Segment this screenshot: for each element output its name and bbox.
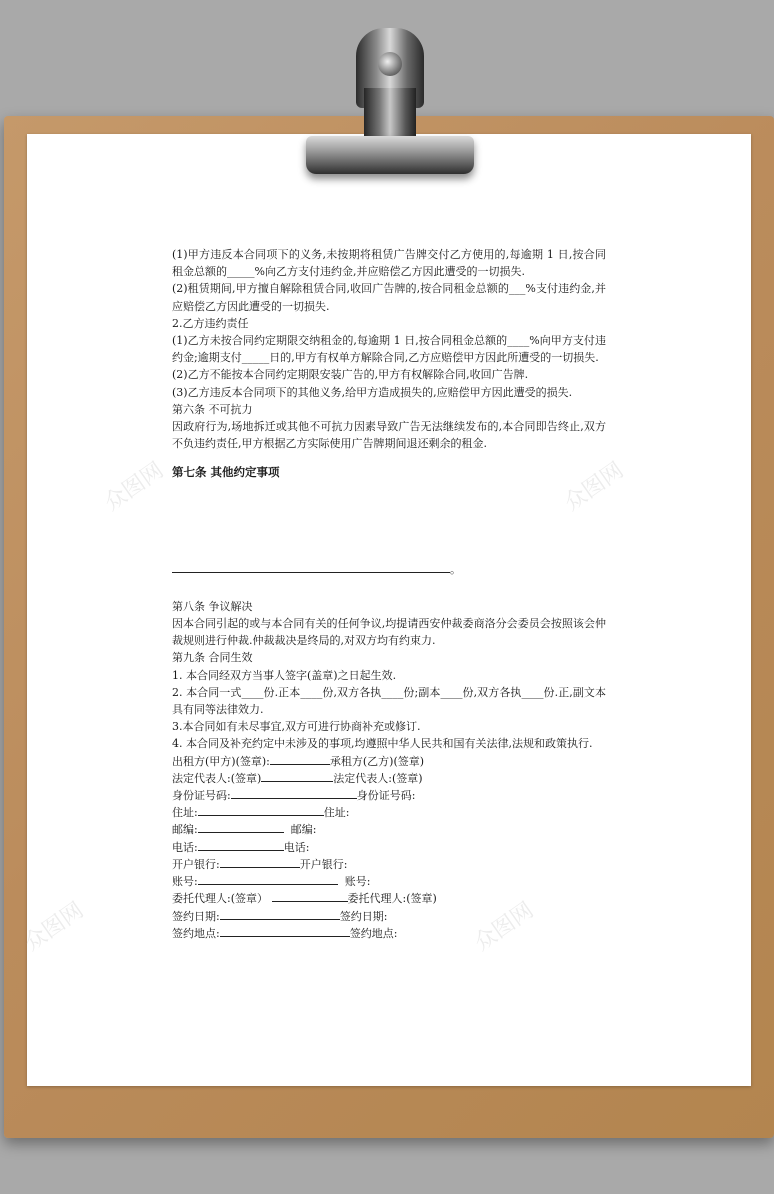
para: 4. 本合同及补充约定中未涉及的事项,均遵照中华人民共和国有关法律,法规和政策执行. bbox=[172, 737, 593, 751]
clip-neck bbox=[364, 88, 416, 140]
para: 3.本合同如有未尽事宜,双方可进行协商补充或修订. bbox=[172, 720, 421, 734]
para: (1)乙方未按合同约定期限交纳租金的,每逾期 1 日,按合同租金总额的____%向甲方支付违约金;逾期支付_____日的,甲方有权单方解除合同,乙方应赔偿甲方因此所遭受的一切损失. bbox=[172, 334, 606, 365]
para: 因本合同引起的或与本合同有关的任何争议,均提请西安仲裁委商洛分会委员会按照该会仲裁规则进行仲裁.仲裁裁决是终局的,对双方均有约束力. bbox=[172, 617, 606, 648]
para: 因政府行为,场地拆迁或其他不可抗力因素导致广告无法继续发布的,本合同即告终止,双方不负违约责任,甲方根据乙方实际使用广告牌期间退还剩余的租金. bbox=[172, 420, 606, 451]
clip-hole bbox=[378, 52, 402, 76]
sign-account-row: 账号: 账号: bbox=[172, 875, 371, 889]
para: 第八条 争议解决 bbox=[172, 599, 253, 613]
document-body bbox=[172, 246, 606, 942]
para: (2)租赁期间,甲方擅自解除租赁合同,收回广告牌的,按合同租金总额的___%支付违约金,并应赔偿乙方因此遭受的一切损失. bbox=[172, 282, 606, 313]
blank-line: 。 bbox=[172, 560, 606, 578]
sign-agent-row: 委托代理人:(签章） 委托代理人:(签章) bbox=[172, 892, 437, 906]
para: (3)乙方违反本合同项下的其他义务,给甲方造成损失的,应赔偿甲方因此遭受的损失. bbox=[172, 385, 573, 399]
sign-id-row: 身份证号码: 身份证号码: bbox=[172, 789, 416, 803]
para: 1. 本合同经双方当事人签字(盖章)之日起生效. bbox=[172, 668, 397, 682]
para: 第六条 不可抗力 bbox=[172, 402, 253, 416]
article7-heading: 第七条 其他约定事项 bbox=[172, 465, 280, 480]
clip-base bbox=[306, 136, 474, 174]
sign-legal-rep-row: 法定代表人:(签章) 法定代表人:(签章) bbox=[172, 771, 423, 785]
watermark: 众图网 bbox=[19, 897, 89, 957]
sign-phone-row: 电话: 电话: bbox=[172, 840, 310, 854]
para: 第九条 合同生效 bbox=[172, 651, 253, 665]
watermark: 众图网 bbox=[99, 457, 169, 517]
watermark: 众图网 bbox=[559, 457, 629, 517]
para: (2)乙方不能按本合同约定期限安装广告的,甲方有权解除合同,收回广告牌. bbox=[172, 368, 529, 382]
sign-date-row: 签约日期: 签约日期: bbox=[172, 909, 388, 923]
sign-address-row: 住址: 住址: bbox=[172, 806, 350, 820]
sign-bank-row: 开户银行: 开户银行: bbox=[172, 857, 348, 871]
sign-lessor-row: 出租方(甲方)(签章): 承租方(乙方)(签章) bbox=[172, 754, 425, 768]
para: 2.乙方违约责任 bbox=[172, 316, 249, 330]
watermark: 众图网 bbox=[469, 897, 539, 957]
para: 2. 本合同一式____份.正本____份,双方各执____份;副本____份,双方各执____份.正,副文本具有同等法律效力. bbox=[172, 685, 606, 717]
sign-place-row: 签约地点: 签约地点: bbox=[172, 926, 398, 940]
sign-postcode-row: 邮编: 邮编: bbox=[172, 823, 317, 837]
para: (1)甲方违反本合同项下的义务,未按期将租赁广告牌交付乙方使用的,每逾期 1 日,按合同租金总额的_____%向乙方支付违约金,并应赔偿乙方因此遭受的一切损失. bbox=[172, 248, 606, 279]
